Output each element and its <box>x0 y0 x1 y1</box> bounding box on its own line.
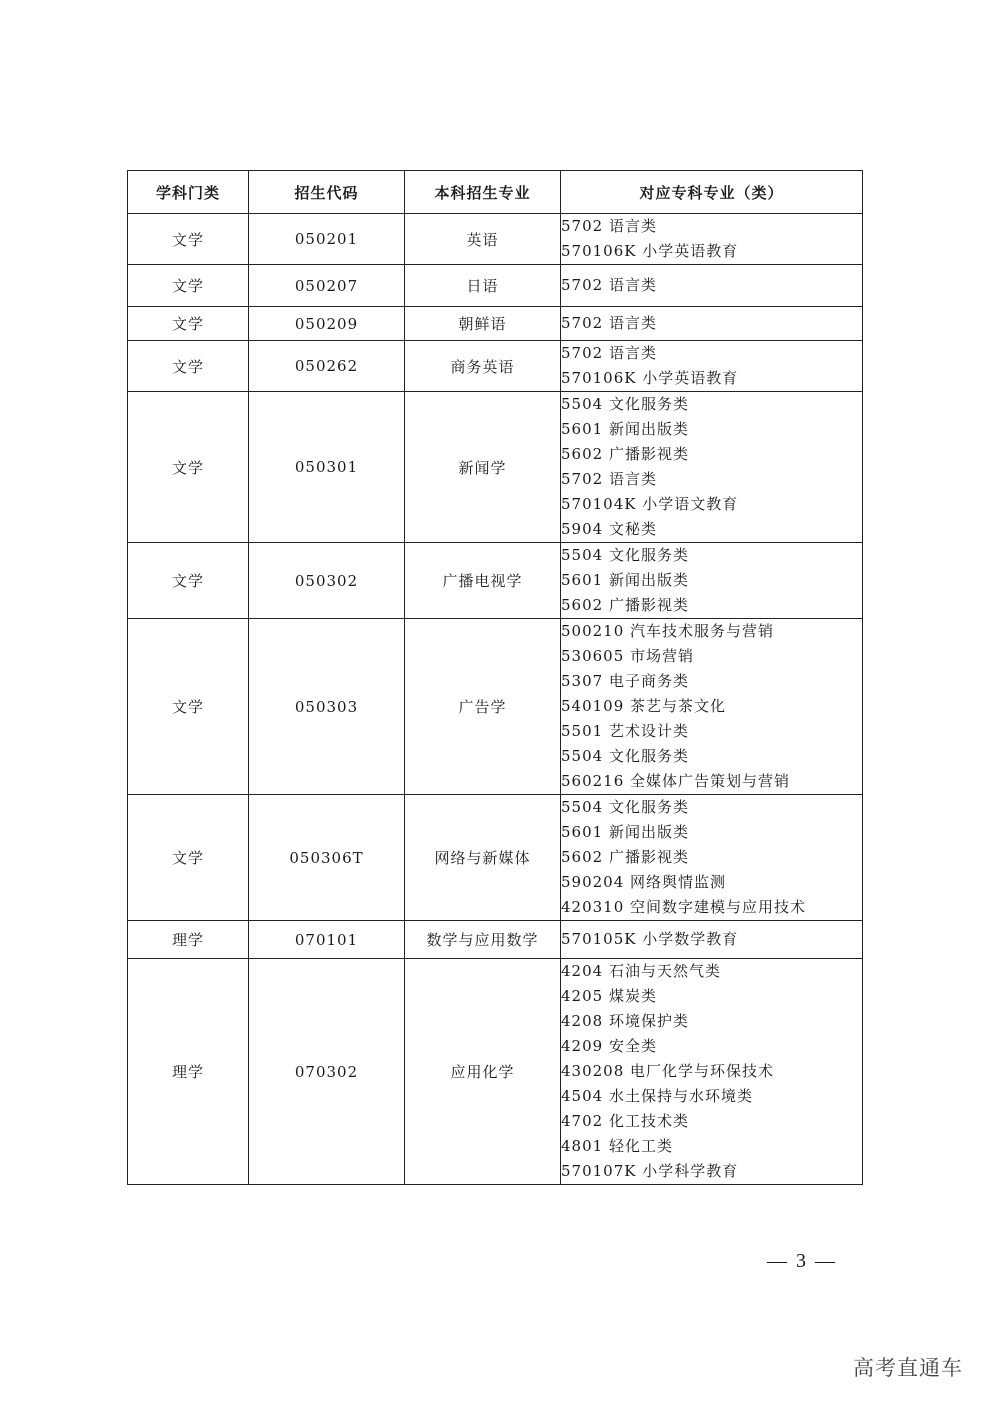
related-major-item: 500210 汽车技术服务与营销 <box>561 622 775 640</box>
related-major-item: 5601 新闻出版类 <box>561 420 689 438</box>
header-major: 本科招生专业 <box>405 171 561 214</box>
header-related: 对应专科专业（类） <box>561 171 863 214</box>
related-major-item: 5702 语言类 <box>561 217 657 235</box>
related-major-item: 570106K 小学英语教育 <box>561 242 739 260</box>
cell-related-majors <box>561 341 863 392</box>
related-major-item: 5602 广播影视类 <box>561 596 689 614</box>
related-major-item: 5602 广播影视类 <box>561 445 689 463</box>
table-row <box>128 214 863 265</box>
related-major-item: 570105K 小学数学教育 <box>561 930 739 948</box>
table-row <box>128 619 863 795</box>
related-major-item: 570106K 小学英语教育 <box>561 369 739 387</box>
cell-major: 广播电视学 <box>405 543 561 619</box>
table-row <box>128 921 863 959</box>
cell-category: 文学 <box>128 341 249 392</box>
related-major-item: 590204 网络舆情监测 <box>561 873 727 891</box>
cell-code: 050209 <box>249 307 405 341</box>
cell-major: 日语 <box>405 265 561 307</box>
table-row <box>128 959 863 1185</box>
cell-code: 070302 <box>249 959 405 1185</box>
related-major-item: 5504 文化服务类 <box>561 798 689 816</box>
cell-category: 文学 <box>128 307 249 341</box>
watermark: 高考直通车 <box>853 1356 963 1380</box>
related-major-item: 5702 语言类 <box>561 276 657 294</box>
table-row <box>128 307 863 341</box>
related-major-item: 5601 新闻出版类 <box>561 571 689 589</box>
cell-category: 理学 <box>128 959 249 1185</box>
cell-major: 数学与应用数学 <box>405 921 561 959</box>
related-major-item: 530605 市场营销 <box>561 647 695 665</box>
cell-category: 文学 <box>128 619 249 795</box>
cell-major: 新闻学 <box>405 392 561 543</box>
cell-code: 050301 <box>249 392 405 543</box>
cell-related-majors <box>561 307 863 341</box>
cell-category: 文学 <box>128 265 249 307</box>
related-major-item: 5601 新闻出版类 <box>561 823 689 841</box>
related-major-item: 540109 茶艺与茶文化 <box>561 697 727 715</box>
table-row <box>128 543 863 619</box>
cell-major: 商务英语 <box>405 341 561 392</box>
related-major-item: 570107K 小学科学教育 <box>561 1162 739 1180</box>
related-major-item: 4205 煤炭类 <box>561 987 657 1005</box>
related-major-item: 5702 语言类 <box>561 344 657 362</box>
cell-code: 050303 <box>249 619 405 795</box>
cell-related-majors <box>561 959 863 1185</box>
related-major-item: 5602 广播影视类 <box>561 848 689 866</box>
majors-table <box>127 170 863 1185</box>
related-major-item: 5504 文化服务类 <box>561 546 689 564</box>
header-row <box>128 171 863 214</box>
related-major-item: 4208 环境保护类 <box>561 1012 689 1030</box>
related-major-item: 5504 文化服务类 <box>561 747 689 765</box>
cell-related-majors <box>561 392 863 543</box>
cell-category: 理学 <box>128 921 249 959</box>
related-major-item: 430208 电厂化学与环保技术 <box>561 1062 775 1080</box>
cell-code: 050306T <box>249 795 405 921</box>
cell-category: 文学 <box>128 543 249 619</box>
related-major-item: 4209 安全类 <box>561 1037 657 1055</box>
cell-category: 文学 <box>128 392 249 543</box>
cell-code: 050302 <box>249 543 405 619</box>
related-major-item: 570104K 小学语文教育 <box>561 495 739 513</box>
table-row <box>128 392 863 543</box>
related-major-item: 4204 石油与天然气类 <box>561 962 721 980</box>
related-major-item: 5307 电子商务类 <box>561 672 689 690</box>
header-category: 学科门类 <box>128 171 249 214</box>
cell-related-majors <box>561 921 863 959</box>
related-major-item: 5702 语言类 <box>561 314 657 332</box>
cell-related-majors <box>561 795 863 921</box>
related-major-item: 4702 化工技术类 <box>561 1112 689 1130</box>
cell-major: 朝鲜语 <box>405 307 561 341</box>
cell-code: 050207 <box>249 265 405 307</box>
related-major-item: 5501 艺术设计类 <box>561 722 689 740</box>
related-major-item: 420310 空间数字建模与应用技术 <box>561 898 807 916</box>
related-major-item: 5904 文秘类 <box>561 520 657 538</box>
cell-major: 广告学 <box>405 619 561 795</box>
cell-related-majors <box>561 619 863 795</box>
cell-code: 070101 <box>249 921 405 959</box>
cell-major: 应用化学 <box>405 959 561 1185</box>
cell-category: 文学 <box>128 795 249 921</box>
related-major-item: 4801 轻化工类 <box>561 1137 673 1155</box>
cell-related-majors <box>561 265 863 307</box>
cell-code: 050262 <box>249 341 405 392</box>
page-number: — 3 — <box>767 1250 837 1272</box>
table-row <box>128 341 863 392</box>
related-major-item: 5504 文化服务类 <box>561 395 689 413</box>
table-body <box>128 214 863 1185</box>
cell-related-majors <box>561 214 863 265</box>
header-code: 招生代码 <box>249 171 405 214</box>
cell-category: 文学 <box>128 214 249 265</box>
table-row <box>128 265 863 307</box>
cell-major: 网络与新媒体 <box>405 795 561 921</box>
table-row <box>128 795 863 921</box>
related-major-item: 5702 语言类 <box>561 470 657 488</box>
cell-related-majors <box>561 543 863 619</box>
related-major-item: 560216 全媒体广告策划与营销 <box>561 772 791 790</box>
cell-major: 英语 <box>405 214 561 265</box>
related-major-item: 4504 水土保持与水环境类 <box>561 1087 753 1105</box>
cell-code: 050201 <box>249 214 405 265</box>
